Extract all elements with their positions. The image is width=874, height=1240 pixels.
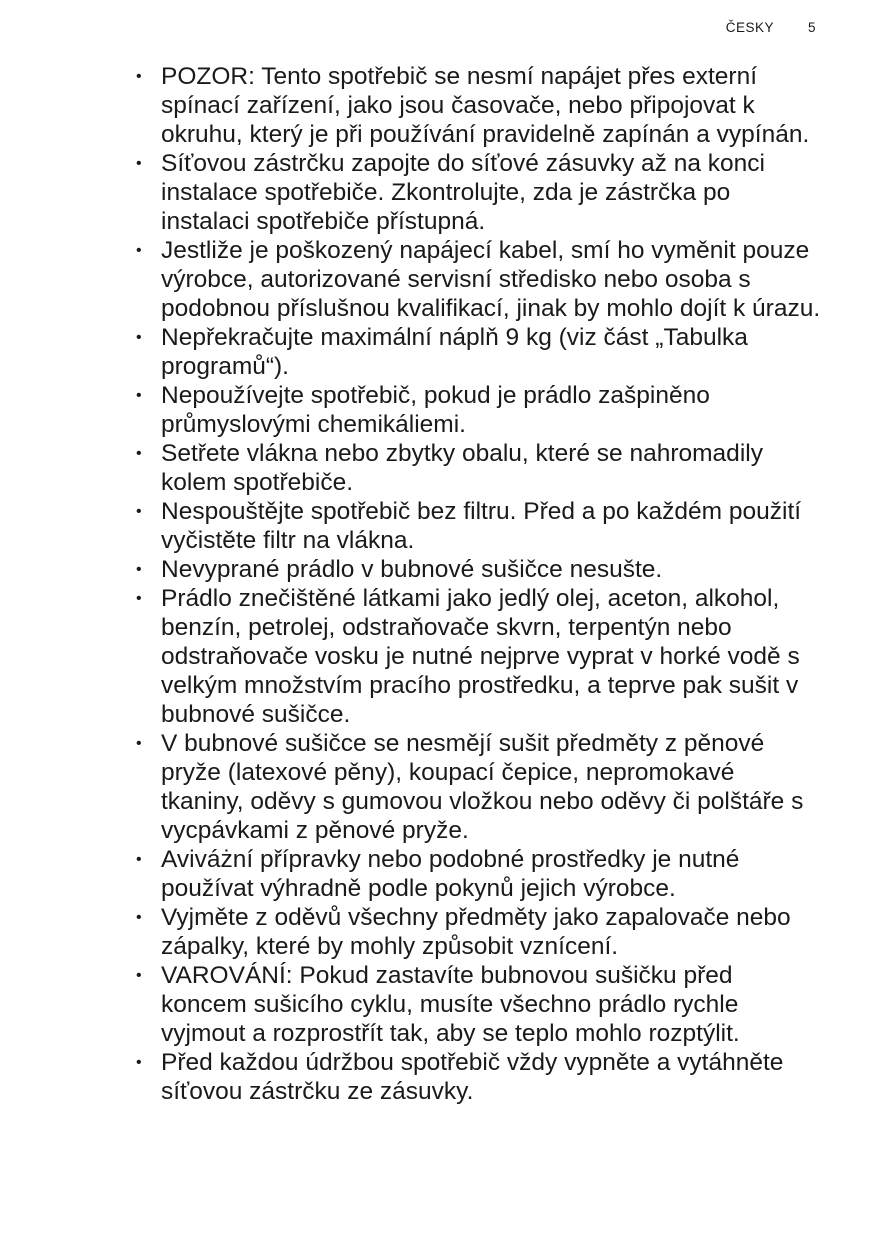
bullet-icon: • (136, 909, 142, 926)
list-item (133, 323, 823, 381)
bullet-icon: • (136, 590, 142, 607)
list-item (133, 555, 823, 584)
list-item (133, 439, 823, 497)
list-item-text: Prádlo znečištěné látkami jako jedlý olej, aceton, alkohol, benzín, petrolej, odstraňovače skvrn, terpentýn nebo odstraňovače vosku je nutné nejprve vyprat v horké vodě s velkým množstvím pracího prostředku, a teprve pak sušit v bubnové sušičce. (161, 585, 800, 728)
bullet-list (133, 62, 823, 1106)
list-item-text: Setřete vlákna nebo zbytky obalu, které se nahromadily kolem spotřebiče. (161, 440, 763, 496)
bullet-icon: • (136, 68, 142, 85)
bullet-icon: • (136, 155, 142, 172)
bullet-icon: • (136, 503, 142, 520)
list-item-text: VAROVÁNÍ: Pokud zastavíte bubnovou sušičku před koncem sušicího cyklu, musíte všechno prádlo rychle vyjmout a rozprostřít tak, aby se teplo mohlo rozptýlit. (161, 962, 740, 1047)
list-item-text: Jestliže je poškozený napájecí kabel, smí ho vyměnit pouze výrobce, autorizované servisní středisko nebo osoba s podobnou příslušnou kvalifikací, jinak by mohlo dojít k úrazu. (161, 237, 821, 322)
list-item-text: Vyjměte z oděvů všechny předměty jako zapalovače nebo zápalky, které by mohly způsobit vznícení. (161, 904, 791, 960)
bullet-icon: • (136, 1054, 142, 1071)
bullet-icon: • (136, 851, 142, 868)
list-item-text: Nevyprané prádlo v bubnové sušičce nesušte. (161, 556, 663, 583)
list-item-text: V bubnové sušičce se nesmějí sušit předměty z pěnové pryže (latexové pěny), koupací čepice, nepromokavé tkaniny, oděvy s gumovou vložkou nebo oděvy či polštáře s vycpávkami z pěnové pryže. (161, 730, 804, 844)
list-item-text: POZOR: Tento spotřebič se nesmí napájet přes externí spínací zařízení, jako jsou časovače, nebo připojovat k okruhu, který je při používání pravidelně zapínán a vypínán. (161, 63, 810, 148)
list-item-text: Síťovou zástrčku zapojte do síťové zásuvky až na konci instalace spotřebiče. Zkontrolujte, zda je zástrčka po instalaci spotřebiče přístupná. (161, 150, 765, 235)
list-item-text: Nepřekračujte maximální náplň 9 kg (viz část „Tabulka programů“). (161, 324, 748, 380)
safety-instructions (133, 62, 823, 1106)
bullet-icon: • (136, 735, 142, 752)
list-item (133, 961, 823, 1048)
bullet-icon: • (136, 967, 142, 984)
list-item (133, 497, 823, 555)
bullet-icon: • (136, 329, 142, 346)
list-item (133, 149, 823, 236)
list-item (133, 845, 823, 903)
bullet-icon: • (136, 445, 142, 462)
bullet-icon: • (136, 387, 142, 404)
list-item (133, 62, 823, 149)
list-item (133, 729, 823, 845)
list-item-text: Nespouštějte spotřebič bez filtru. Před a po každém použití vyčistěte filtr na vlákna. (161, 498, 802, 554)
list-item-text: Nepoužívejte spotřebič, pokud je prádlo zašpiněno průmyslovými chemikáliemi. (161, 382, 710, 438)
list-item (133, 903, 823, 961)
list-item (133, 236, 823, 323)
bullet-icon: • (136, 242, 142, 259)
list-item (133, 381, 823, 439)
language-label: ČESKY (725, 20, 774, 35)
list-item (133, 584, 823, 729)
list-item-text: Aviváżní přípravky nebo podobné prostředky je nutné používat výhradně podle pokynů jejich výrobce. (161, 846, 740, 902)
list-item-text: Před každou údržbou spotřebič vždy vypněte a vytáhněte síťovou zástrčku ze zásuvky. (161, 1049, 784, 1105)
bullet-icon: • (136, 561, 142, 578)
page-header (726, 20, 816, 35)
page-number: 5 (807, 20, 816, 35)
list-item (133, 1048, 823, 1106)
